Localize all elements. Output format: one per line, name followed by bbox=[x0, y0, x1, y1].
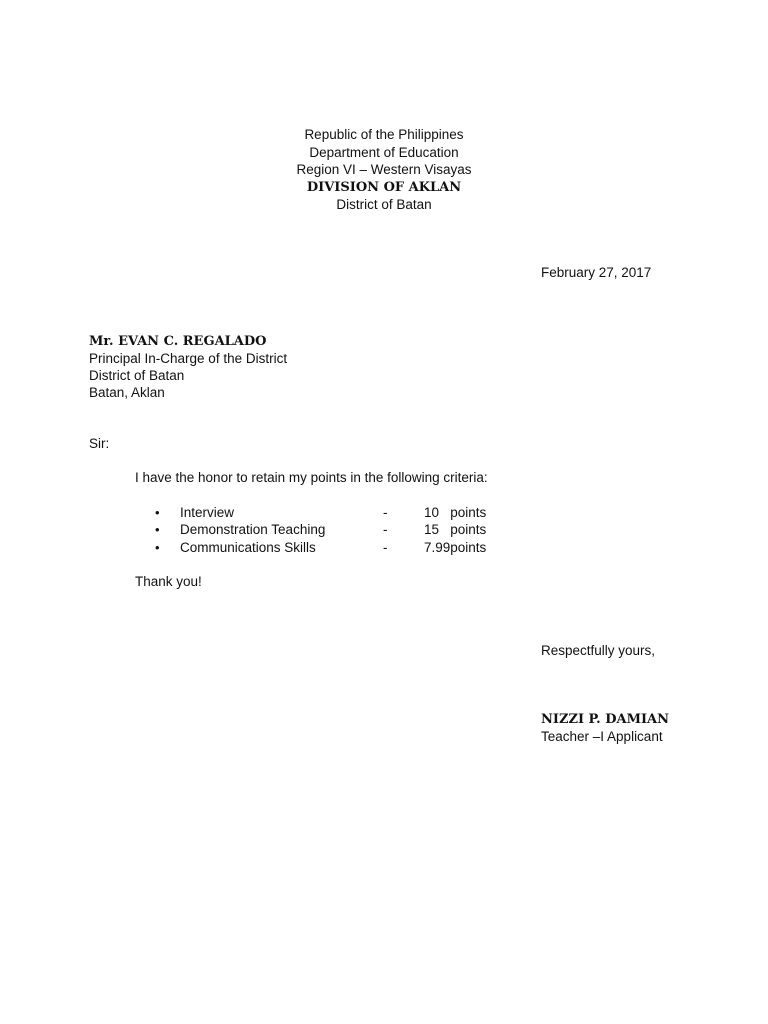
criterion-label: Demonstration Teaching bbox=[180, 522, 326, 538]
letter-date: February 27, 2017 bbox=[541, 265, 652, 280]
criterion-score: 10 points bbox=[424, 505, 487, 520]
criterion-score: 15 points bbox=[424, 522, 487, 538]
criterion-label: Interview bbox=[180, 505, 235, 520]
bullet-icon: • bbox=[155, 505, 160, 520]
criterion-dash: - bbox=[383, 505, 388, 520]
letterhead-district: District of Batan bbox=[336, 197, 432, 212]
addressee-location: Batan, Aklan bbox=[89, 385, 165, 400]
signatory-block bbox=[541, 711, 669, 745]
bullet-icon: • bbox=[155, 539, 160, 555]
salutation: Sir: bbox=[89, 436, 110, 451]
addressee-office: District of Batan bbox=[89, 368, 185, 383]
letterhead bbox=[0, 126, 768, 214]
criterion-score: 7.99points bbox=[424, 539, 487, 555]
letterhead-department: Department of Education bbox=[309, 144, 459, 160]
signatory-name: NIZZI P. DAMIAN bbox=[541, 712, 670, 727]
list-item bbox=[155, 539, 515, 556]
intro-paragraph: I have the honor to retain my points in the following criteria: bbox=[135, 470, 488, 485]
letterhead-division: DIVISION OF AKLAN bbox=[306, 179, 462, 195]
addressee-block bbox=[89, 333, 287, 401]
criterion-label: Communications Skills bbox=[180, 539, 316, 555]
list-item bbox=[155, 521, 515, 538]
signatory-position: Teacher –I Applicant bbox=[541, 729, 663, 744]
letterhead-region: Region VI – Western Visayas bbox=[296, 162, 472, 177]
list-item bbox=[155, 504, 515, 521]
addressee-name: Mr. EVAN C. REGALADO bbox=[89, 334, 267, 349]
thanks-line: Thank you! bbox=[135, 574, 202, 589]
criterion-dash: - bbox=[383, 522, 388, 538]
criterion-dash: - bbox=[383, 539, 388, 555]
bullet-icon: • bbox=[155, 522, 160, 538]
closing-line: Respectfully yours, bbox=[541, 643, 656, 658]
letterhead-republic: Republic of the Philippines bbox=[304, 127, 464, 142]
addressee-title: Principal In-Charge of the District bbox=[89, 351, 288, 366]
criteria-list bbox=[155, 504, 515, 556]
